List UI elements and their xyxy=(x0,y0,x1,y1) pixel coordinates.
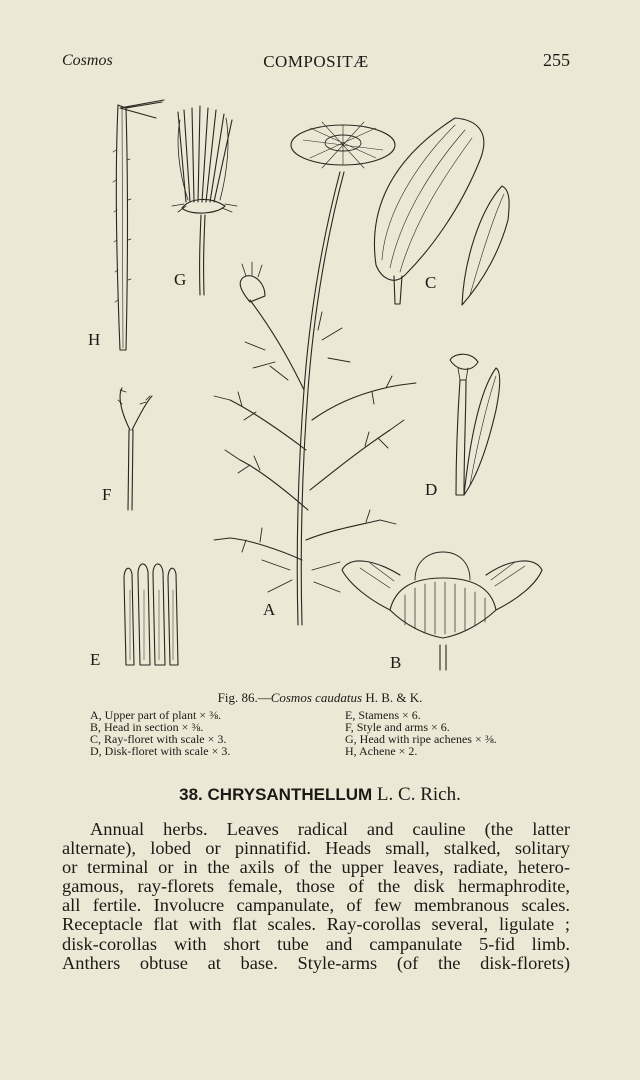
label-h: H xyxy=(88,330,101,349)
legend-item: B, Head in section × ⅜. xyxy=(90,720,204,734)
text-line: Receptacle flat with flat scales. Ray-corollas several, ligulate ; xyxy=(62,914,570,935)
running-title: Cosmos xyxy=(62,52,113,69)
genus-heading xyxy=(0,784,640,806)
caption-authority: H. B. & K. xyxy=(362,690,423,705)
plate-letters xyxy=(88,270,437,672)
label-c: C xyxy=(425,273,437,292)
legend-item: G, Head with ripe achenes × ⅜. xyxy=(345,732,497,746)
achene-drawing-h xyxy=(113,100,164,350)
section-title: COMPOSITÆ xyxy=(263,52,369,71)
figure-legend-left xyxy=(90,709,230,757)
text-line: alternate), lobed or pinnatifid. Heads small, stalked, solitary xyxy=(62,838,570,859)
page-header xyxy=(62,50,570,74)
genus-name: CHRYSANTHELLUM xyxy=(207,785,373,804)
stamens-drawing-e xyxy=(124,564,178,665)
legend-item: E, Stamens × 6. xyxy=(345,708,421,722)
plant-drawing-a xyxy=(214,122,416,625)
text-line: Annual herbs. Leaves radical and cauline (the latter xyxy=(90,819,570,839)
label-e: E xyxy=(90,650,101,669)
figure-legend-right xyxy=(345,709,497,757)
text-line: all fertile. Involucre campanulate, of few membranous scales. xyxy=(62,895,570,916)
head-drawing-g xyxy=(172,106,237,295)
genus-authority: L. C. Rich. xyxy=(376,784,461,805)
legend-item: H, Achene × 2. xyxy=(345,744,418,758)
plate-illustration xyxy=(60,90,580,680)
label-f: F xyxy=(102,485,112,504)
label-d: D xyxy=(425,480,438,499)
genus-number: 38. xyxy=(179,785,203,804)
legend-item: D, Disk-floret with scale × 3. xyxy=(90,744,231,758)
text-line: or terminal or in the axils of the upper leaves, radiate, hetero- xyxy=(62,857,570,878)
caption-species: Cosmos caudatus xyxy=(270,690,363,705)
disk-floret-drawing-d xyxy=(450,354,500,495)
label-a: A xyxy=(263,600,276,619)
figure-caption xyxy=(0,690,640,706)
caption-prefix: Fig. 86.— xyxy=(217,690,271,705)
genus-description xyxy=(62,820,570,973)
head-section-drawing-b xyxy=(342,552,542,670)
text-line: Anthers obtuse at base. Style-arms (of the disk-florets) xyxy=(62,952,570,973)
label-g: G xyxy=(174,270,187,289)
style-drawing-f xyxy=(118,388,152,510)
text-line: disk-corollas with short tube and campanulate 5-fid limb. xyxy=(62,933,570,954)
legend-item: F, Style and arms × 6. xyxy=(345,720,450,734)
botanical-plate xyxy=(60,90,580,680)
legend-item: A, Upper part of plant × ⅜. xyxy=(90,708,222,722)
text-line: gamous, ray-florets female, those of the disk hermaphrodite, xyxy=(62,876,570,897)
legend-item: C, Ray-floret with scale × 3. xyxy=(90,732,227,746)
page-number: 255 xyxy=(543,50,570,70)
label-b: B xyxy=(390,653,402,672)
